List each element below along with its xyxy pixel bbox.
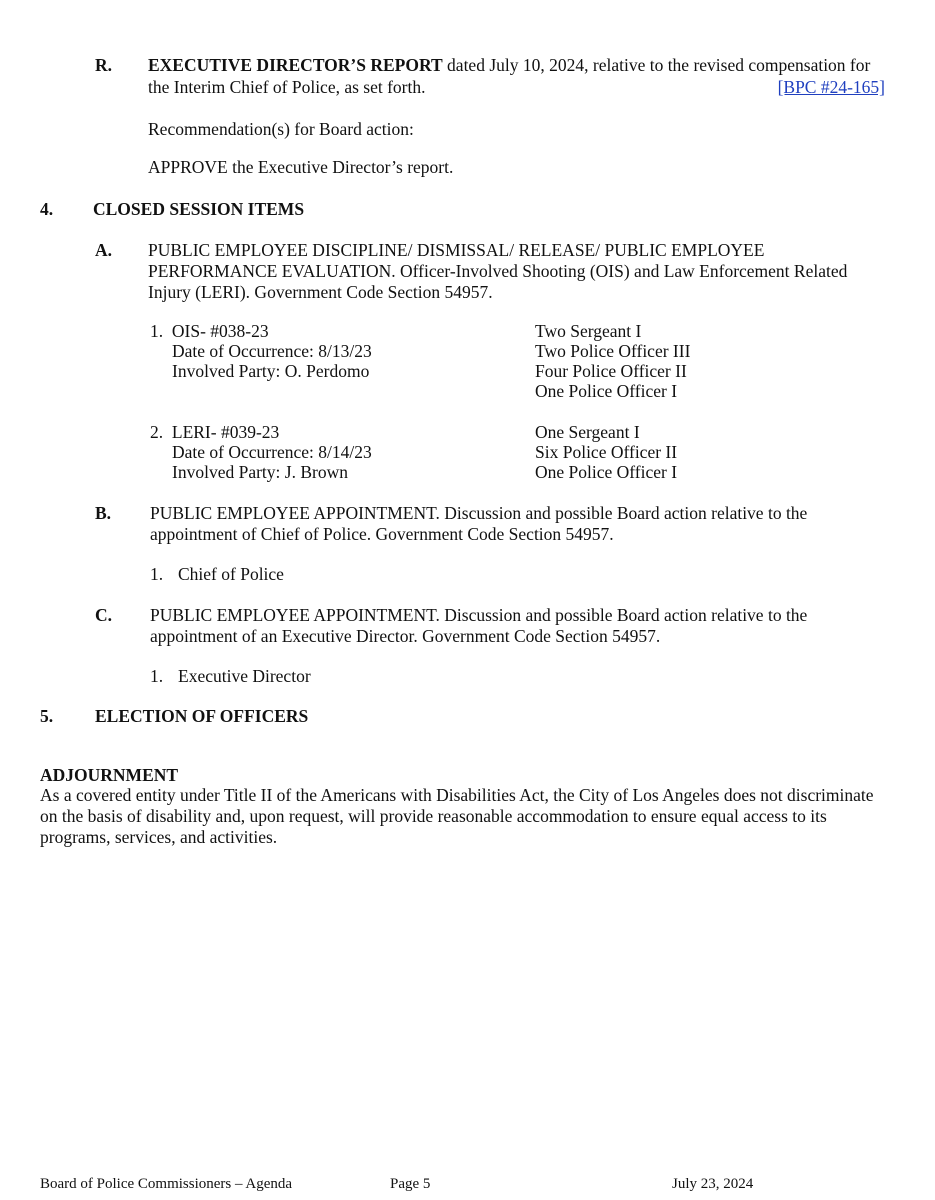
footer-page-number: Page 5	[390, 1176, 431, 1192]
adjournment-title: ADJOURNMENT	[40, 765, 179, 785]
item-a-line-2: PERFORMANCE EVALUATION. Officer-Involved Shooting (OIS) and Law Enforcement Related	[148, 261, 848, 281]
case-2-id: 2. LERI- #039-23	[150, 422, 280, 442]
case-1-id: 1. OIS- #038-23	[150, 321, 269, 341]
case-2-personnel-3: One Police Officer I	[535, 462, 678, 482]
item-b-letter: B.	[95, 503, 112, 523]
section-4-title: CLOSED SESSION ITEMS	[93, 199, 305, 219]
item-c-line-2: appointment of an Executive Director. Government Code Section 54957.	[150, 626, 661, 646]
case-1-date: Date of Occurrence: 8/13/23	[172, 341, 372, 361]
item-c-line-1: PUBLIC EMPLOYEE APPOINTMENT. Discussion and possible Board action relative to the	[150, 605, 808, 625]
item-a-letter: A.	[95, 240, 113, 260]
case-2-party: Involved Party: J. Brown	[172, 462, 348, 482]
item-r-line-1	[148, 55, 870, 75]
recommendation-label: Recommendation(s) for Board action:	[148, 119, 414, 139]
case-2-personnel-1: One Sergeant I	[535, 422, 640, 442]
adjournment-line-3: programs, services, and activities.	[40, 827, 278, 847]
adjournment-line-2: on the basis of disability and, upon request, will provide reasonable accommodation to ensure equal access to its	[40, 806, 827, 826]
section-4-number: 4.	[40, 199, 54, 219]
footer-date: July 23, 2024	[672, 1176, 754, 1192]
section-5-title: ELECTION OF OFFICERS	[95, 706, 309, 726]
adjournment-line-1: As a covered entity under Title II of the Americans with Disabilities Act, the City of Los Angeles does not discriminate	[40, 785, 874, 805]
footer-left: Board of Police Commissioners – Agenda	[40, 1176, 293, 1192]
case-1-personnel-3: Four Police Officer II	[535, 361, 687, 381]
item-c-sub-label: Executive Director	[178, 666, 311, 686]
section-5-number: 5.	[40, 706, 54, 726]
case-2-date: Date of Occurrence: 8/14/23	[172, 442, 372, 462]
recommendation-text: APPROVE the Executive Director’s report.	[148, 157, 454, 177]
item-a-line-1: PUBLIC EMPLOYEE DISCIPLINE/ DISMISSAL/ RELEASE/ PUBLIC EMPLOYEE	[148, 240, 765, 260]
item-c-sub-number: 1.	[150, 666, 164, 686]
item-r-letter: R.	[95, 55, 113, 75]
item-b-line-2: appointment of Chief of Police. Government Code Section 54957.	[150, 524, 614, 544]
case-1-personnel-1: Two Sergeant I	[535, 321, 642, 341]
item-r-title: EXECUTIVE DIRECTOR’S REPORT	[148, 55, 443, 75]
case-1-personnel-2: Two Police Officer III	[535, 341, 691, 361]
item-b-sub-number: 1.	[150, 564, 164, 584]
item-r-line-2: the Interim Chief of Police, as set forth.	[148, 77, 426, 97]
bpc-report-link[interactable]: [BPC #24-165]	[777, 77, 885, 97]
item-r-line-1-text: dated July 10, 2024, relative to the revised compensation for	[442, 55, 871, 75]
item-c-letter: C.	[95, 605, 113, 625]
item-b-line-1: PUBLIC EMPLOYEE APPOINTMENT. Discussion and possible Board action relative to the	[150, 503, 808, 523]
item-b-sub-label: Chief of Police	[178, 564, 284, 584]
item-a-line-3: Injury (LERI). Government Code Section 54957.	[148, 282, 493, 302]
case-2-personnel-2: Six Police Officer II	[535, 442, 678, 462]
case-1-personnel-4: One Police Officer I	[535, 381, 678, 401]
case-1-party: Involved Party: O. Perdomo	[172, 361, 370, 381]
